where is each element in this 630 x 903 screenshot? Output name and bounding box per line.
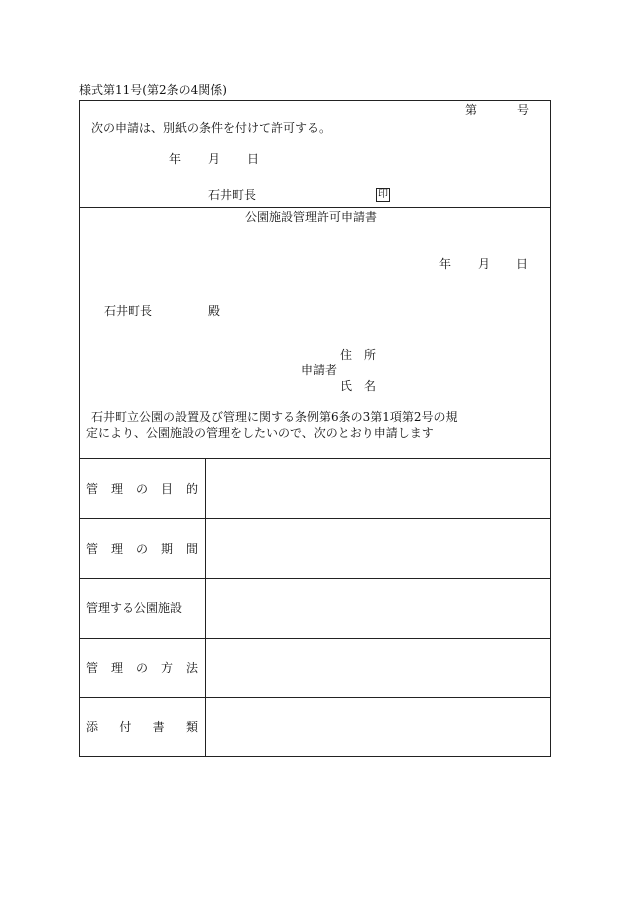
label-text: 管理する公園施設 [86, 601, 183, 615]
permit-number-go: 号 [517, 103, 530, 117]
application-body-line2: 定により、公園施設の管理をしたいので、次のとおり申請します [86, 426, 434, 440]
label-char: 付 [119, 720, 132, 734]
label-char: 方 [160, 661, 173, 675]
addressee: 石井町長 [104, 304, 153, 318]
label-char: 類 [185, 720, 198, 734]
addressee-honorific: 殿 [208, 304, 221, 318]
label-char: 目 [160, 482, 173, 496]
label-char: 管 [86, 542, 99, 556]
application-date-day: 日 [516, 257, 529, 271]
label-char: 理 [110, 542, 123, 556]
seal-mark: 印 [378, 189, 388, 200]
label-char: の [135, 661, 148, 675]
row-label-period [86, 542, 198, 556]
permit-date-day: 日 [247, 152, 260, 166]
label-char: 的 [185, 482, 198, 496]
permit-issuer: 石井町長 [208, 188, 257, 202]
label-char: 管 [86, 482, 99, 496]
row-label-method [86, 661, 198, 675]
applicant-label: 申請者 [301, 363, 338, 377]
row-label-attachments [86, 720, 198, 734]
label-char: 期 [160, 542, 173, 556]
application-body-line1: 石井町立公園の設置及び管理に関する条例第6条の3第1項第2号の規 [91, 410, 458, 424]
label-char: 理 [110, 482, 123, 496]
row-label-purpose [86, 482, 198, 496]
section-divider [79, 207, 551, 208]
row-label-facility [86, 601, 198, 615]
label-char: 間 [185, 542, 198, 556]
table-column-divider [205, 458, 206, 757]
permit-date-year: 年 [169, 152, 182, 166]
label-char: 管 [86, 661, 99, 675]
label-char: の [135, 542, 148, 556]
label-char: 添 [86, 720, 99, 734]
application-title: 公園施設管理許可申請書 [245, 210, 378, 224]
table-row-divider [79, 697, 551, 698]
label-char: 法 [185, 661, 198, 675]
application-date-year: 年 [439, 257, 452, 271]
form-number-label: 様式第11号(第2条の4関係) [79, 83, 227, 97]
table-row-divider [79, 518, 551, 519]
table-top-border [79, 458, 551, 459]
table-row-divider [79, 638, 551, 639]
label-char: の [135, 482, 148, 496]
label-char: 理 [110, 661, 123, 675]
name-label: 氏 名 [340, 379, 377, 393]
address-label: 住 所 [340, 348, 377, 362]
table-row-divider [79, 578, 551, 579]
permit-number-dai: 第 [465, 103, 478, 117]
permit-statement: 次の申請は、別紙の条件を付けて許可する。 [91, 121, 332, 135]
label-char: 書 [152, 720, 165, 734]
application-date-month: 月 [478, 257, 491, 271]
permit-date-month: 月 [208, 152, 221, 166]
